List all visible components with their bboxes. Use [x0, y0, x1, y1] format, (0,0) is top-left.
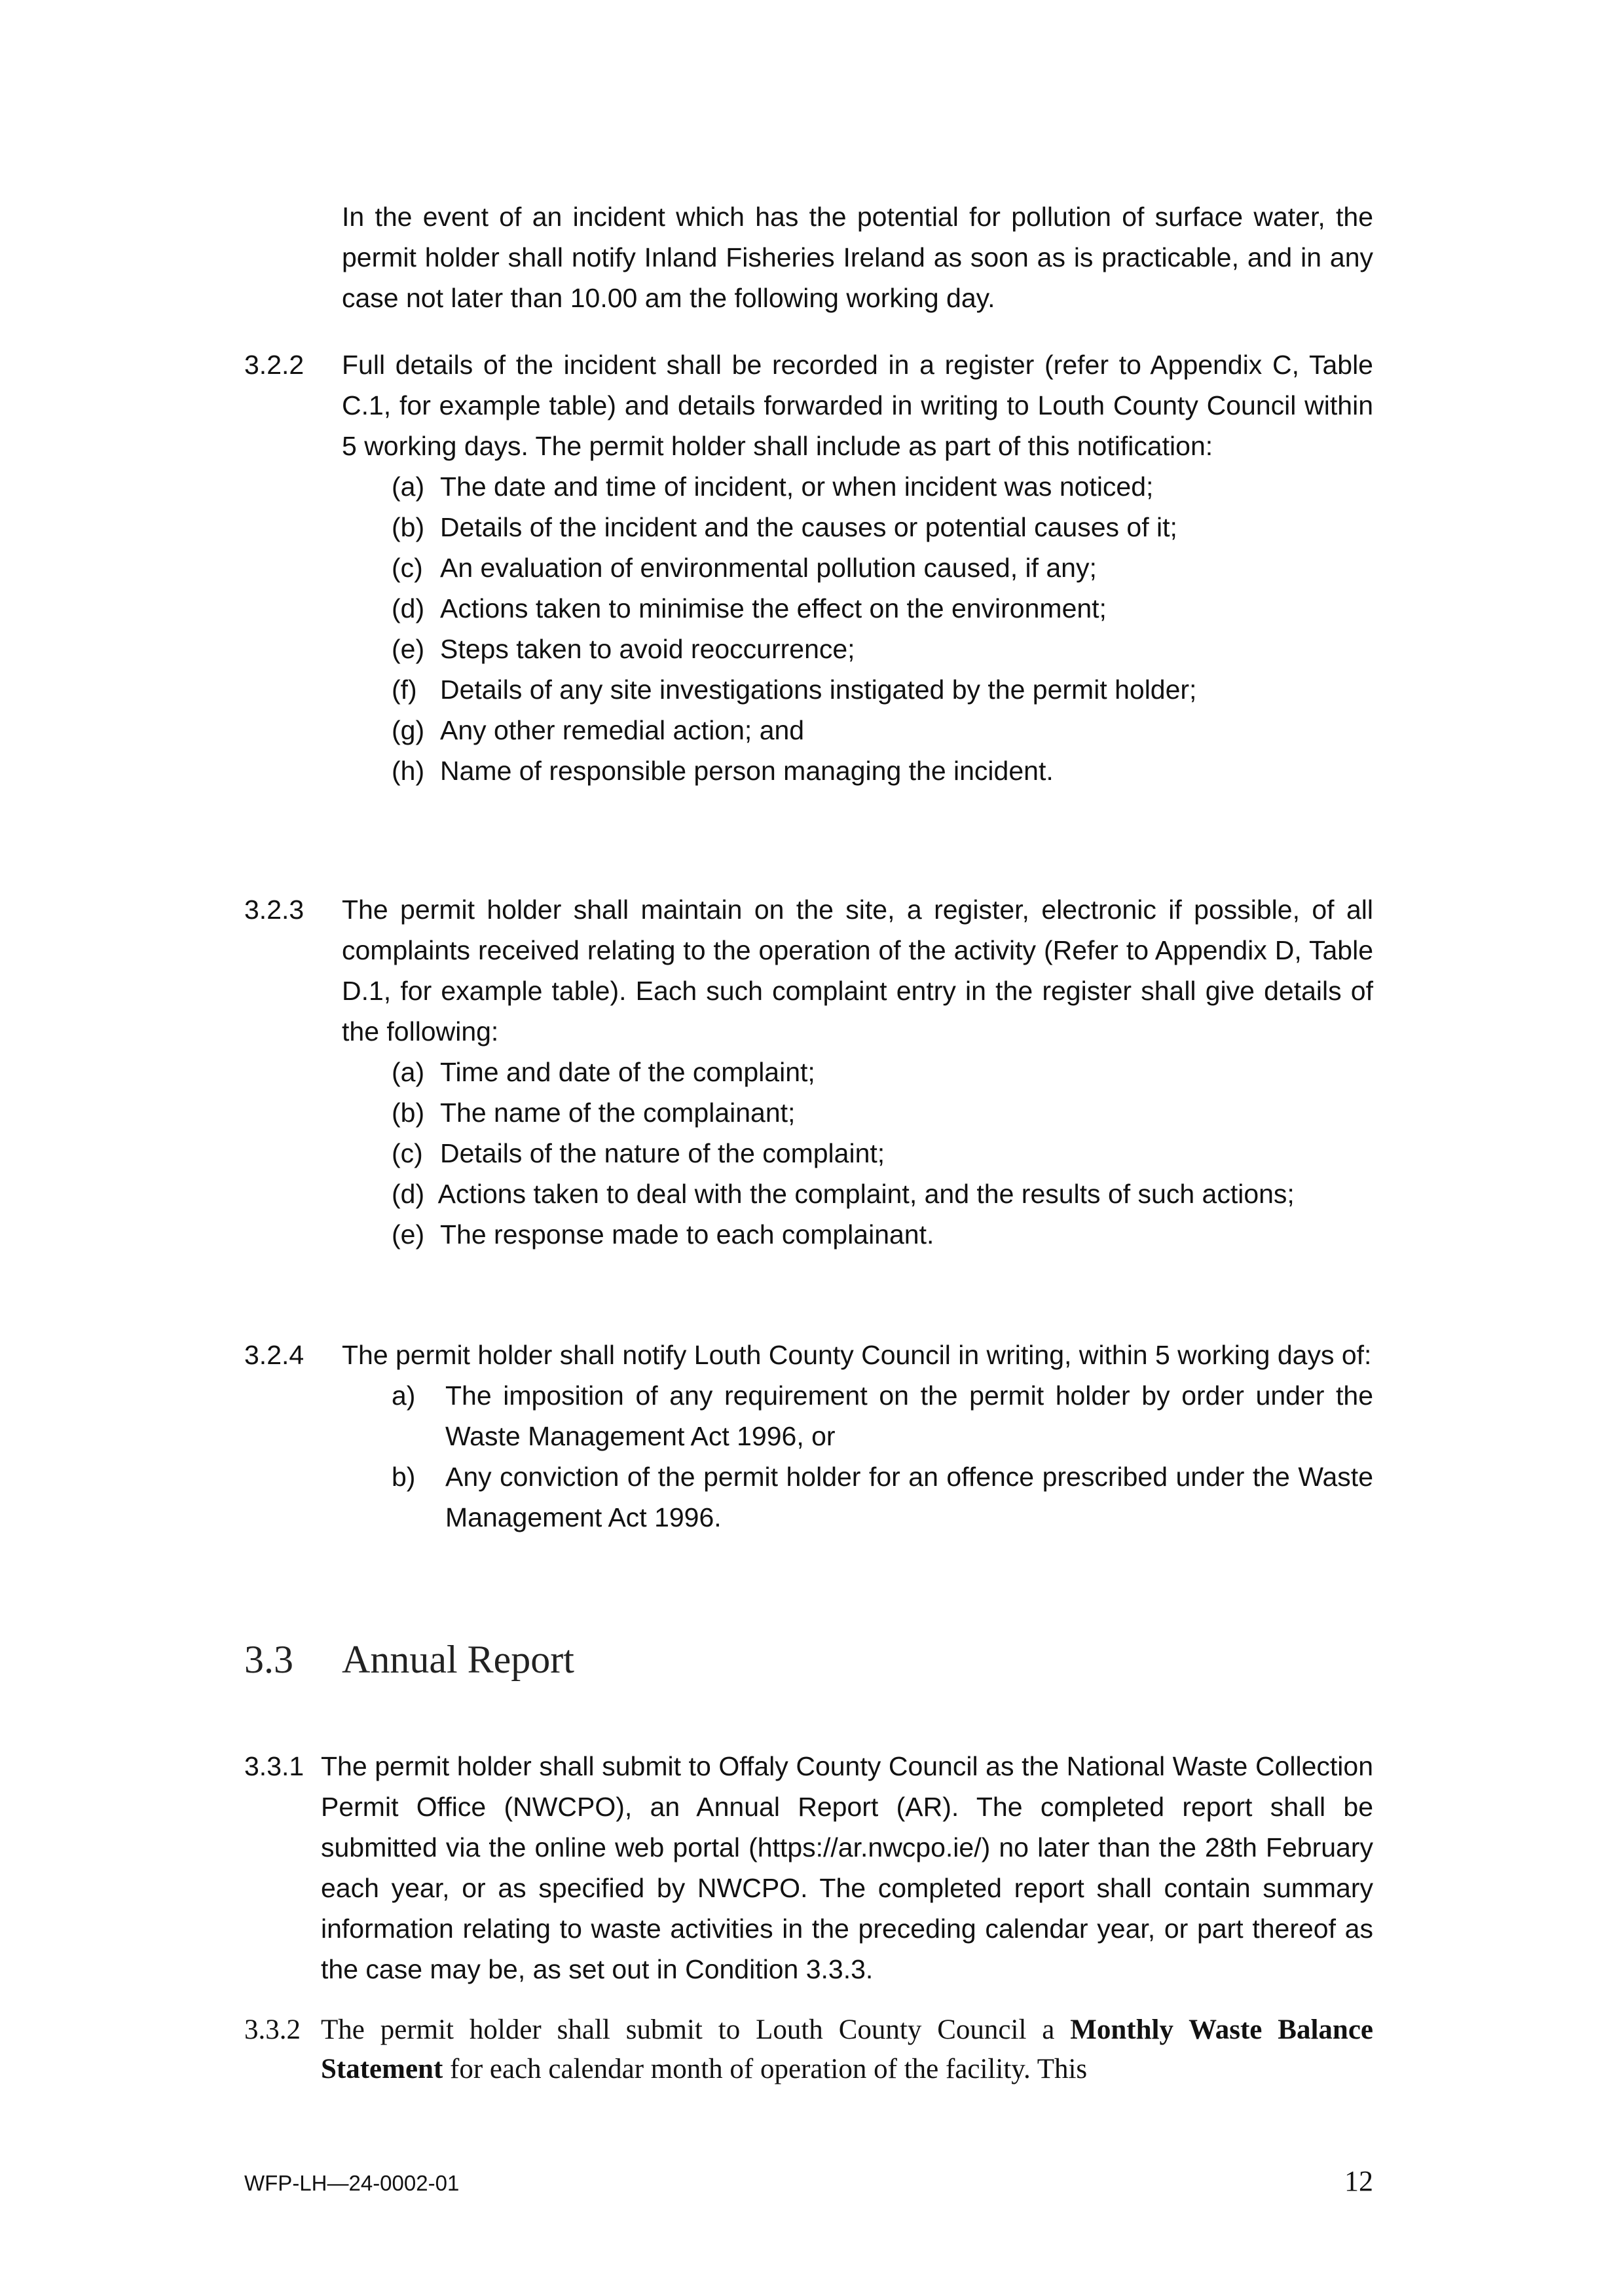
notification-triggers-list — [342, 1375, 1373, 1538]
document-reference: WFP-LH—24-0002-01 — [244, 2171, 460, 2195]
list-item: (b) The name of the complainant; — [392, 1098, 796, 1128]
clause-text: The permit holder shall submit to Offaly County Council as the National Waste Collection Permit Office (NWCPO), an Annual Report (AR). The completed report shall be submitted via the online web portal (https://ar.nwcpo.ie/) no later than the 28th February each year, or as specified by NWCPO. The completed report shall contain summary information relating to waste activities in the preceding calendar year, or part thereof as the case may be, as set out in Condition 3.3.3. — [321, 1751, 1373, 1984]
clause-number: 3.3.2 — [244, 2014, 301, 2045]
clause-number: 3.2.3 — [244, 895, 304, 925]
list-item: b) Any conviction of the permit holder for an offence prescribed under the Waste Management Act 1996. — [392, 1462, 1373, 1532]
clause-3-2-2 — [244, 344, 1373, 791]
page-footer — [244, 2164, 1373, 2198]
clause-text: The permit holder shall maintain on the site, a register, electronic if possible, of all complaints received relating to the operation of the activity (Refer to Appendix D, Table D.1, for example table). Each such complaint entry in the register shall give details of the following: — [342, 895, 1373, 1046]
list-item: (e) Steps taken to avoid reoccurrence; — [392, 634, 855, 664]
clause-3-3-1 — [244, 1746, 1373, 1990]
clause-text: The permit holder shall notify Louth County Council in writing, within 5 working days of: — [342, 1340, 1372, 1370]
list-item: (c) An evaluation of environmental pollution caused, if any; — [392, 553, 1097, 583]
clause-number: 3.3.1 — [244, 1751, 304, 1781]
list-item: (d) Actions taken to deal with the complaint, and the results of such actions; — [392, 1179, 1295, 1209]
list-item: (a) Time and date of the complaint; — [392, 1057, 815, 1087]
intro-paragraph — [342, 196, 1373, 318]
page-number: 12 — [1344, 2165, 1373, 2197]
list-item: (e) The response made to each complainant. — [392, 1219, 934, 1250]
clause-3-2-4 — [244, 1335, 1373, 1538]
clause-text: Full details of the incident shall be recorded in a register (refer to Appendix C, Table C.1, for example table) and details forwarded in writing to Louth County Council within 5 working days. The permit holder shall include as part of this notification: — [342, 350, 1373, 461]
clause-number: 3.2.4 — [244, 1340, 304, 1370]
list-item: (g) Any other remedial action; and — [392, 715, 805, 745]
section-heading-annual-report — [244, 1637, 574, 1682]
clause-text: The permit holder shall submit to Louth County Council a Monthly Waste Balance Statement for each calendar month of operation of the facility. This — [321, 2014, 1373, 2084]
clause-number: 3.2.2 — [244, 350, 304, 380]
list-item: (b) Details of the incident and the causes or potential causes of it; — [392, 512, 1177, 542]
section-title: Annual Report — [342, 1638, 574, 1681]
clause-3-2-3 — [244, 889, 1373, 1255]
bold-term: Monthly Waste Balance Statement — [321, 2014, 1373, 2084]
list-item: (f) Details of any site investigations instigated by the permit holder; — [392, 675, 1197, 705]
intro-text: In the event of an incident which has the potential for pollution of surface water, the permit holder shall notify Inland Fisheries Ireland as soon as is practicable, and in any case not later than 10.00 am the following working day. — [342, 202, 1373, 313]
list-item: (a) The date and time of incident, or when incident was noticed; — [392, 472, 1154, 502]
complaint-details-list — [342, 1052, 1373, 1255]
list-item: a) The imposition of any requirement on the permit holder by order under the Waste Management Act 1996, or — [392, 1380, 1373, 1451]
list-item: (c) Details of the nature of the complaint; — [392, 1138, 885, 1168]
clause-3-3-2 — [244, 2010, 1373, 2089]
list-item: (h) Name of responsible person managing the incident. — [392, 756, 1054, 786]
section-number: 3.3 — [244, 1638, 293, 1681]
incident-details-list — [342, 466, 1373, 791]
list-item: (d) Actions taken to minimise the effect on the environment; — [392, 593, 1107, 623]
